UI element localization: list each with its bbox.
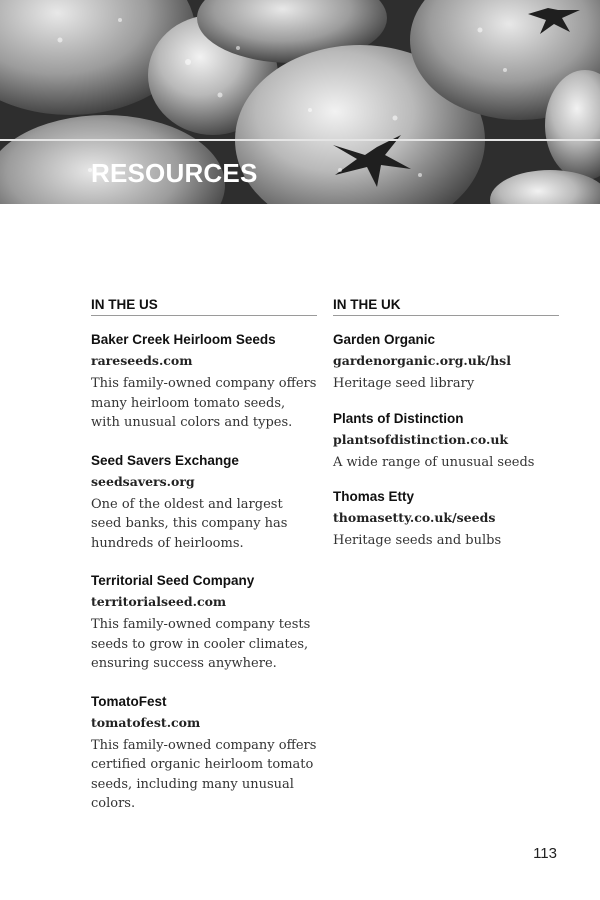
resource-entry bbox=[333, 411, 559, 473]
resource-url[interactable]: gardenorganic.org.uk/hsl bbox=[333, 353, 511, 368]
resource-url[interactable]: seedsavers.org bbox=[91, 473, 195, 489]
resource-description: Heritage seed library bbox=[333, 376, 475, 391]
uk-column bbox=[333, 297, 559, 568]
resource-url[interactable]: thomasetty.co.uk/seeds bbox=[333, 510, 496, 525]
us-column bbox=[91, 297, 317, 834]
resource-entry bbox=[333, 489, 559, 551]
resource-name: Plants of Distinction bbox=[333, 410, 464, 426]
resource-url[interactable]: rareseeds.com bbox=[91, 353, 193, 368]
banner-rule bbox=[0, 139, 600, 141]
resource-description: Heritage seeds and bulbs bbox=[333, 533, 502, 548]
resource-name: Seed Savers Exchange bbox=[91, 452, 239, 468]
resource-name: Garden Organic bbox=[333, 332, 436, 347]
resource-name: TomatoFest bbox=[91, 693, 167, 709]
us-heading: IN THE US bbox=[91, 297, 317, 316]
header-banner bbox=[0, 0, 600, 204]
resource-entry bbox=[91, 694, 317, 814]
resource-url[interactable]: tomatofest.com bbox=[91, 714, 201, 730]
tomato-photo bbox=[0, 0, 600, 204]
resource-url[interactable]: plantsofdistinction.co.uk bbox=[333, 431, 509, 447]
resource-name: Territorial Seed Company bbox=[91, 573, 255, 588]
resource-name: Thomas Etty bbox=[333, 489, 415, 504]
resource-entry bbox=[91, 573, 317, 674]
uk-heading: IN THE UK bbox=[333, 297, 559, 316]
resource-url[interactable]: territorialseed.com bbox=[91, 594, 227, 609]
page-number: 113 bbox=[533, 845, 557, 862]
resource-description: One of the oldest and largest seed banks, this company has hundreds of heirlooms. bbox=[91, 496, 288, 551]
resource-entry bbox=[333, 332, 559, 394]
resource-entry bbox=[91, 332, 317, 433]
resource-description: A wide range of unusual seeds bbox=[333, 454, 535, 470]
resource-description: This family-owned company offers many heirloom tomato seeds, with unusual colors and types. bbox=[91, 376, 317, 430]
resource-name: Baker Creek Heirloom Seeds bbox=[91, 332, 276, 347]
resource-entry bbox=[91, 453, 317, 554]
resource-description: This family-owned company offers certified organic heirloom tomato seeds, including many unusual colors. bbox=[91, 737, 317, 811]
resource-description: This family-owned company tests seeds to grow in cooler climates, ensuring success anywhere. bbox=[91, 617, 311, 671]
page-title: RESOURCES bbox=[91, 158, 258, 188]
